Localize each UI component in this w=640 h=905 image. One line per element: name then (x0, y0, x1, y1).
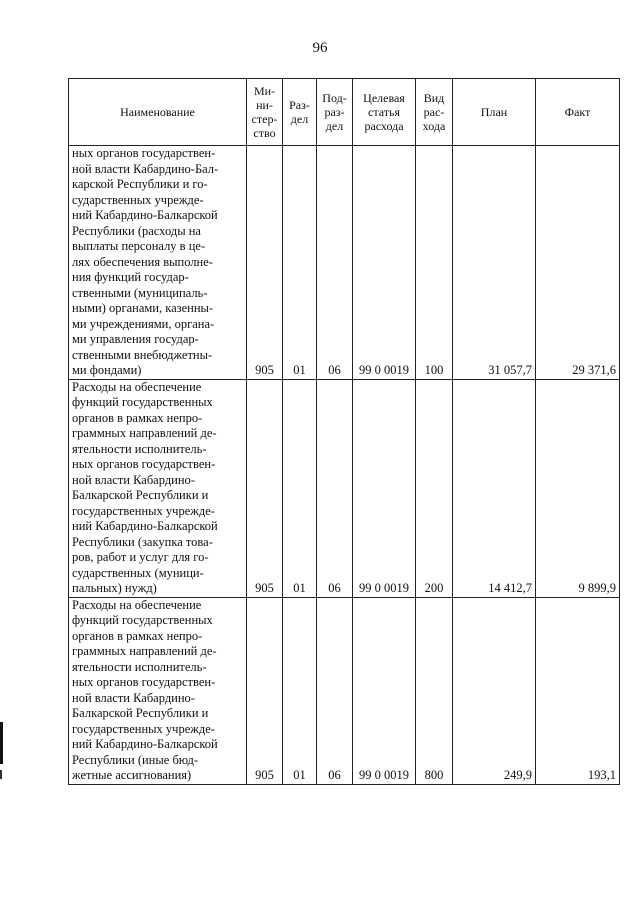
page-number: 96 (312, 40, 328, 56)
row-expense-type: 100 (416, 146, 453, 380)
row-expense-type: 800 (416, 597, 453, 784)
row-target-article: 99 0 0019 (353, 146, 416, 380)
table-row (69, 597, 620, 784)
header-plan: План (453, 79, 536, 146)
header-target-article: Целевая статья расхода (353, 79, 416, 146)
row-name: Расходы на обеспечение функций государственных органов в рамках непро- граммных направлений де- ятельности исполнитель- ных органов государствен- ной власти Кабардино- Балкарской Республики и государственных учрежде- ний Кабардино-Балкарской Республики (закупка това- ров, работ и услуг для го- сударственных (муници- пальных) нужд) (69, 379, 247, 597)
row-name: ных органов государствен- ной власти Кабардино-Бал- карской Республики и го- сударственных учрежде- ний Кабардино-Балкарской Республики (расходы на выплаты персоналу в це- лях обеспечения выполне- ния функций государ- ственными (муниципаль- ными) органами, казенны- ми учреждениями, органа- ми управления государ- ственными внебюджетны- ми фондами) (69, 146, 247, 380)
row-fact: 9 899,9 (536, 379, 620, 597)
row-name: Расходы на обеспечение функций государственных органов в рамках непро- граммных направлений де- ятельности исполнитель- ных органов государствен- ной власти Кабардино- Балкарской Республики и государственных учрежде- ний Кабардино-Балкарской Республики (иные бюд- жетные ассигнования) (69, 597, 247, 784)
scan-edge-mark (0, 770, 2, 779)
header-name: Наименование (69, 79, 247, 146)
row-subsection: 06 (317, 379, 353, 597)
scan-edge-mark (0, 722, 3, 764)
row-ministry: 905 (247, 597, 283, 784)
row-subsection: 06 (317, 146, 353, 380)
header-subsection: Под- раз- дел (317, 79, 353, 146)
row-subsection: 06 (317, 597, 353, 784)
row-ministry: 905 (247, 146, 283, 380)
table-row (69, 379, 620, 597)
row-fact: 193,1 (536, 597, 620, 784)
row-fact: 29 371,6 (536, 146, 620, 380)
header-expense-type: Вид рас- хода (416, 79, 453, 146)
header-section: Раз- дел (283, 79, 317, 146)
table-row (69, 146, 620, 380)
header-fact: Факт (536, 79, 620, 146)
row-section: 01 (283, 146, 317, 380)
row-expense-type: 200 (416, 379, 453, 597)
budget-table (68, 78, 620, 785)
row-plan: 249,9 (453, 597, 536, 784)
table-header-row (69, 79, 620, 146)
row-section: 01 (283, 597, 317, 784)
header-ministry: Ми- ни- стер- ство (247, 79, 283, 146)
row-section: 01 (283, 379, 317, 597)
row-ministry: 905 (247, 379, 283, 597)
row-target-article: 99 0 0019 (353, 379, 416, 597)
row-target-article: 99 0 0019 (353, 597, 416, 784)
row-plan: 14 412,7 (453, 379, 536, 597)
row-plan: 31 057,7 (453, 146, 536, 380)
